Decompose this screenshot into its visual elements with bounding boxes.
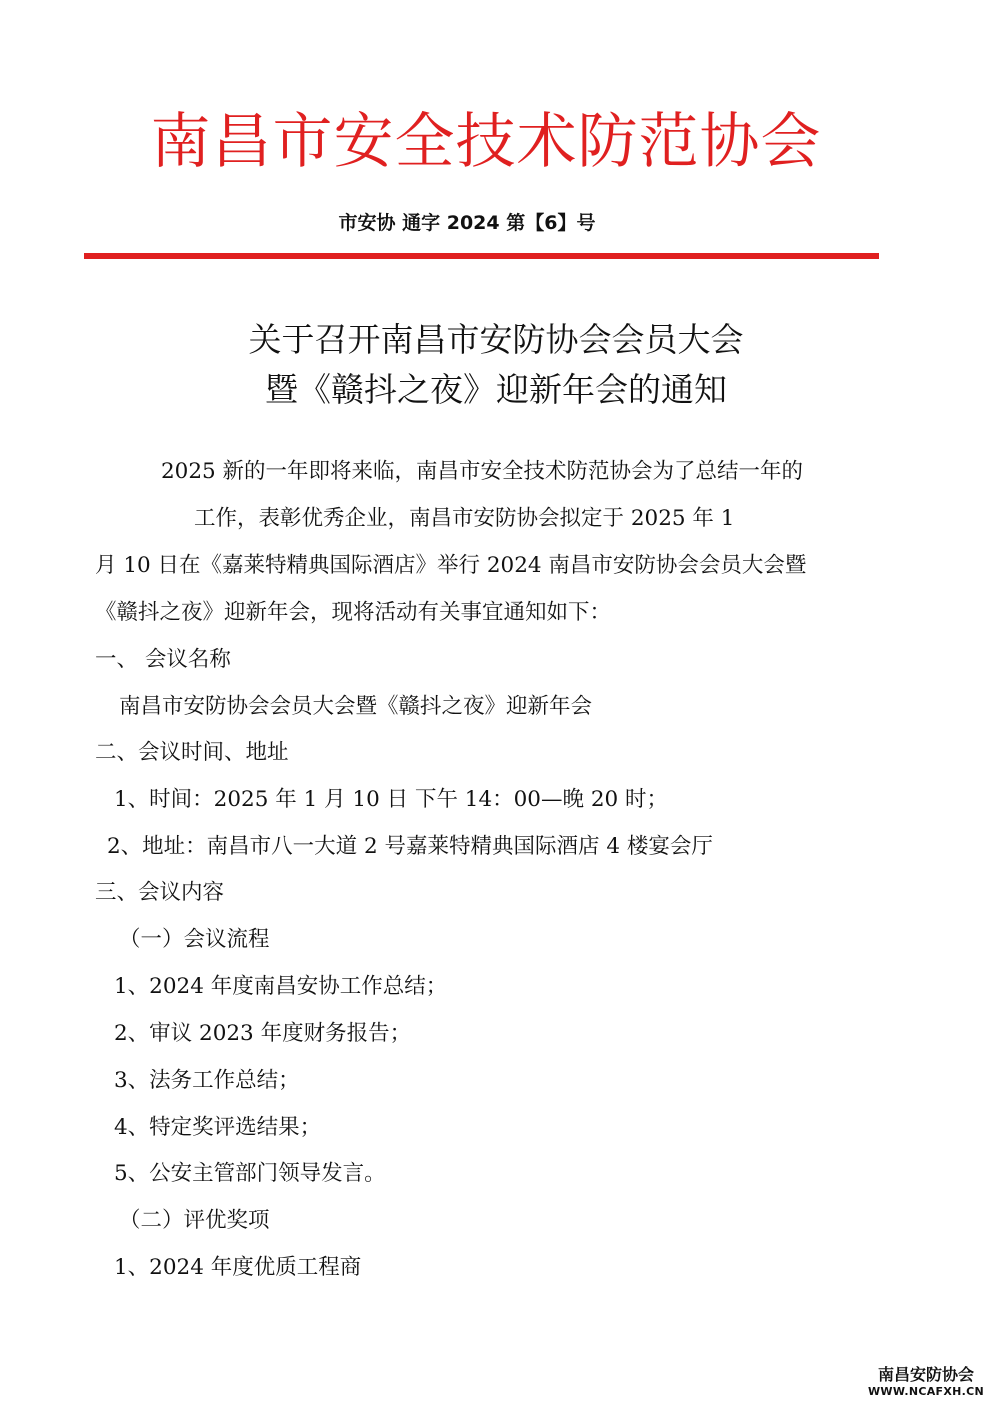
intro-line-2: 工作，表彰优秀企业，南昌市安防协会拟定于 2025 年 1 [194, 506, 735, 531]
org-title: 南昌市安全技术防范协会 [150, 107, 822, 177]
intro-line-1: 2025 新的一年即将来临，南昌市安全技术防范协会为了总结一年的 [161, 459, 804, 484]
subsection-2-heading: （二）评优奖项 [119, 1208, 270, 1233]
process-item-4: 4、特定奖评选结果； [114, 1115, 322, 1140]
doc-number: 市安协 通字 2024 第【6】号 [338, 212, 596, 234]
watermark-name: 南昌安防协会 [877, 1365, 974, 1384]
section-2-heading: 二、会议时间、地址 [95, 740, 289, 765]
notice-title-line-1: 关于召开南昌市安防协会会员大会 [248, 320, 744, 359]
section-2-time: 1、时间：2025 年 1 月 10 日 下午 14：00—晚 20 时； [114, 787, 669, 812]
section-1-text: 南昌市安防协会会员大会暨《赣抖之夜》迎新年会 [119, 694, 593, 719]
process-item-1: 1、2024 年度南昌安协工作总结； [114, 974, 448, 999]
notice-title-line-2: 暨《赣抖之夜》迎新年会的通知 [265, 370, 727, 409]
subsection-1-heading: （一）会议流程 [119, 927, 270, 952]
process-item-3: 3、法务工作总结； [114, 1068, 300, 1093]
award-item-1: 1、2024 年度优质工程商 [114, 1255, 362, 1280]
intro-line-3: 月 10 日在《嘉莱特精典国际酒店》举行 2024 南昌市安防协会会员大会暨 [95, 553, 807, 578]
section-3-heading: 三、会议内容 [95, 880, 225, 905]
red-rule-line [84, 253, 879, 259]
process-item-5: 5、公安主管部门领导发言。 [114, 1161, 386, 1186]
red-divider-rule [84, 253, 879, 259]
intro-line-4: 《赣抖之夜》迎新年会，现将活动有关事宜通知如下： [95, 600, 612, 625]
section-2-address: 2、地址：南昌市八一大道 2 号嘉莱特精典国际酒店 4 楼宴会厅 [107, 834, 713, 859]
watermark-url: WWW.NCAFXH.CN [867, 1385, 984, 1398]
watermark [868, 1365, 984, 1399]
process-item-2: 2、审议 2023 年度财务报告； [114, 1021, 412, 1046]
section-1-heading: 一、 会议名称 [95, 647, 231, 672]
